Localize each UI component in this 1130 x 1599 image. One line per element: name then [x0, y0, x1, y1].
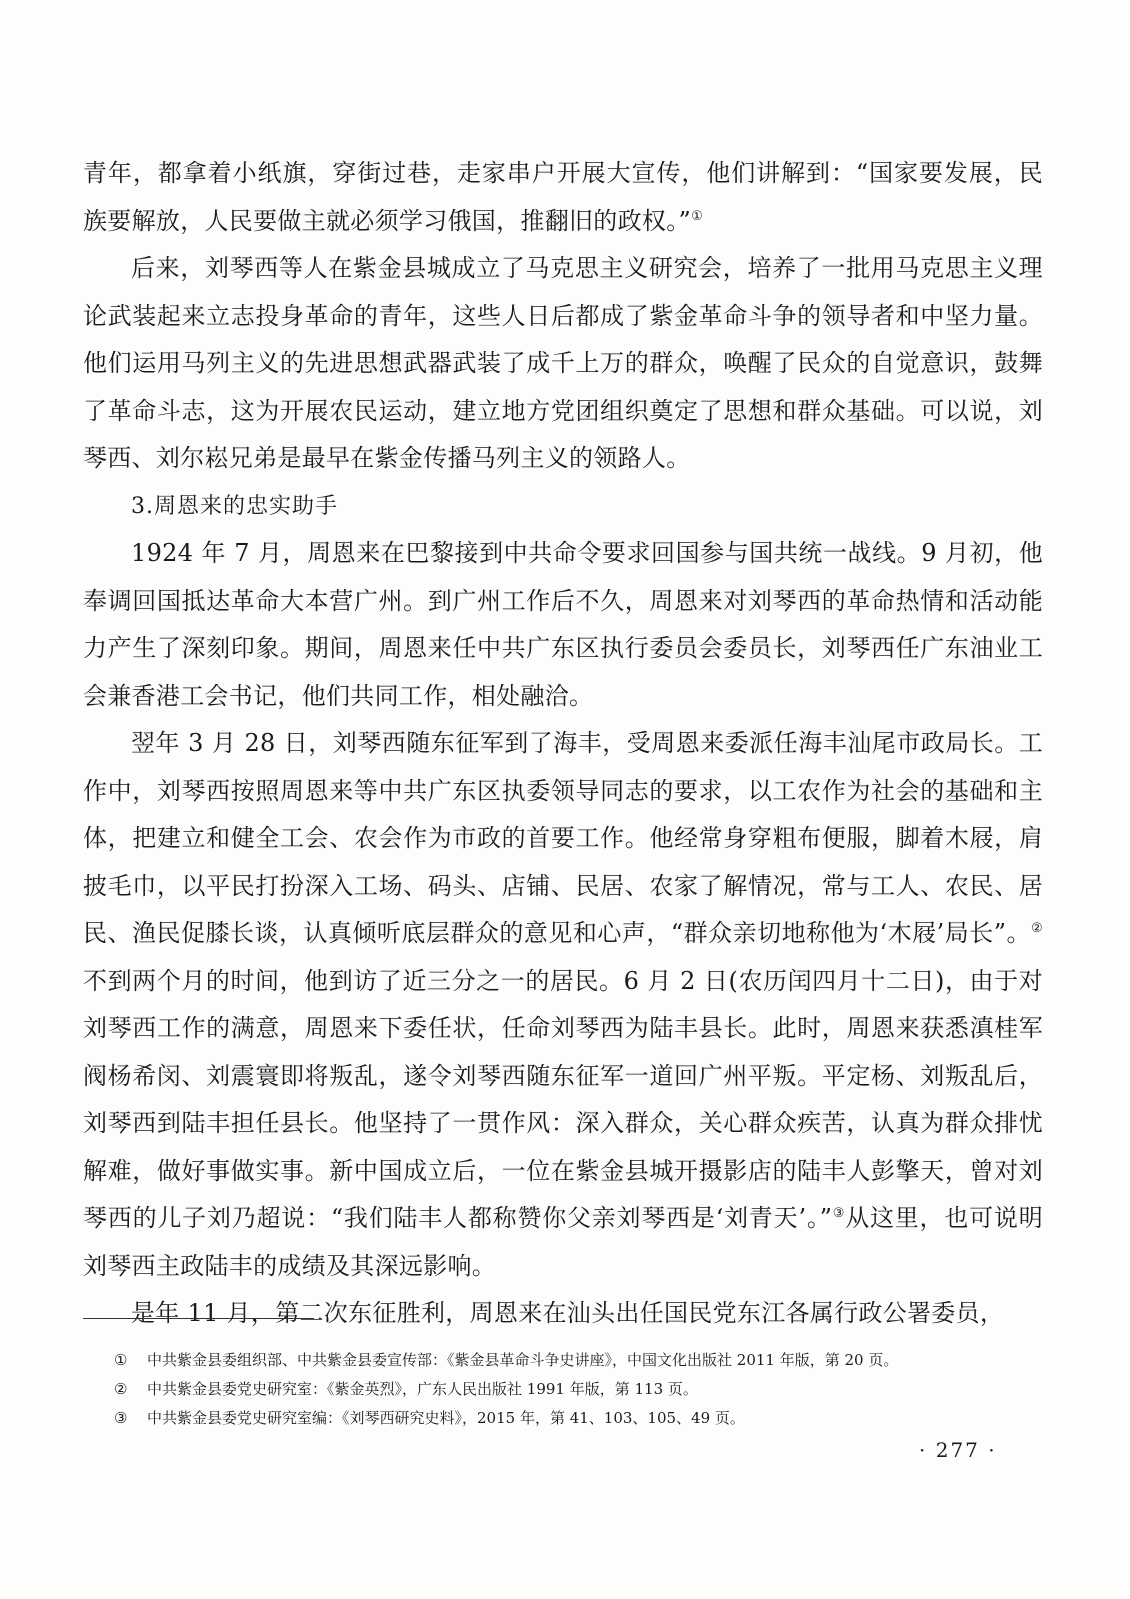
- footnote-3: [114, 1404, 1014, 1433]
- paragraph-4-text-2: 不到两个月的时间，他到访了近三分之一的居民。6 月 2 日(农历闰四月十二日)，由于对刘琴西工作的满意，周恩来下委任状，任命刘琴西为陆丰县长。此时，周恩来获悉滇桂军阀杨希闵、刘震寰即将叛乱，遂令刘琴西随东征军一道回广州平叛。平定杨、刘叛乱后，刘琴西到陆丰担任县长。他坚持了一贯作风：深入群众，关心群众疾苦，认真为群众排忧解难，做好事做实事。新中国成立后，一位在紫金县城开摄影店的陆丰人彭擎天，曾对刘琴西的儿子刘乃超说：“我们陆丰人都称赞你父亲刘琴西是‘刘青天’。”: [83, 966, 1043, 1232]
- footnote-3-text: 中共紫金县委党史研究室编：《刘琴西研究史料》，2015 年，第 41、103、105、49 页。: [147, 1409, 745, 1427]
- paragraph-1: [83, 150, 1043, 245]
- paragraph-3: [83, 530, 1043, 720]
- footnote-2-mark: ②: [114, 1380, 128, 1398]
- paragraph-2: [83, 245, 1043, 483]
- paragraph-4-text-1: 翌年 3 月 28 日，刘琴西随东征军到了海丰，受周恩来委派任海丰汕尾市政局长。工作中，刘琴西按照周恩来等中共广东区执委领导同志的要求，以工农作为社会的基础和主体，把建立和健全工会、农会作为市政的首要工作。他经常身穿粗布便服，脚着木屐，肩披毛巾，以平民打扮深入工场、码头、店铺、民居、农家了解情况，常与工人、农民、居民、渔民促膝长谈，认真倾听底层群众的意见和心声，“群众亲切地称他为‘木屐’局长”。: [83, 729, 1043, 947]
- paragraph-4-text-3: 从这里，也可说明刘琴西主政陆丰的成绩及其深远影响。: [83, 1204, 1043, 1280]
- page-body: [83, 150, 1043, 1338]
- footnotes: [114, 1346, 1014, 1433]
- section-heading: [83, 483, 1043, 531]
- footnote-1: [114, 1346, 1014, 1375]
- footnote-2: [114, 1375, 1014, 1404]
- footnote-1-mark: ①: [114, 1351, 128, 1369]
- footnote-ref-1: ①: [691, 208, 704, 224]
- footnote-1-text: 中共紫金县委组织部、中共紫金县委宣传部：《紫金县革命斗争史讲座》，中国文化出版社 2011 年版，第 20 页。: [147, 1351, 899, 1369]
- footnote-2-text: 中共紫金县委党史研究室：《紫金英烈》，广东人民出版社 1991 年版，第 113 页。: [147, 1380, 698, 1398]
- section-heading-text: 3.周恩来的忠实助手: [131, 493, 338, 519]
- page-number: · 277 ·: [919, 1438, 997, 1462]
- footnote-3-mark: ③: [114, 1409, 128, 1427]
- paragraph-5: [83, 1290, 1043, 1338]
- paragraph-3-text: 1924 年 7 月，周恩来在巴黎接到中共命令要求回国参与国共统一战线。9 月初，他奉调回国抵达革命大本营广州。到广州工作后不久，周恩来对刘琴西的革命热情和活动能力产生了深刻印象。期间，周恩来任中共广东区执行委员会委员长，刘琴西任广东油业工会兼香港工会书记，他们共同工作，相处融洽。: [83, 539, 1043, 710]
- paragraph-5-text: 是年 11 月，第二次东征胜利，周恩来在汕头出任国民党东江各属行政公署委员，: [131, 1299, 1005, 1327]
- paragraph-1-text-1: 青年，都拿着小纸旗，穿街过巷，走家串户开展大宣传，他们讲解到：“国家要发展，民族要解放，人民要做主就必须学习俄国，推翻旧的政权。”: [83, 159, 1043, 235]
- paragraph-4: [83, 720, 1043, 1290]
- footnote-ref-3: ③: [832, 1206, 846, 1221]
- footnote-ref-2: ②: [1031, 921, 1043, 936]
- footnote-separator: [83, 1318, 314, 1319]
- paragraph-2-text: 后来，刘琴西等人在紫金县城成立了马克思主义研究会，培养了一批用马克思主义理论武装起来立志投身革命的青年，这些人日后都成了紫金革命斗争的领导者和中坚力量。他们运用马列主义的先进思想武器武装了成千上万的群众，唤醒了民众的自觉意识，鼓舞了革命斗志，这为开展农民运动，建立地方党团组织奠定了思想和群众基础。可以说，刘琴西、刘尔崧兄弟是最早在紫金传播马列主义的领路人。: [83, 254, 1043, 472]
